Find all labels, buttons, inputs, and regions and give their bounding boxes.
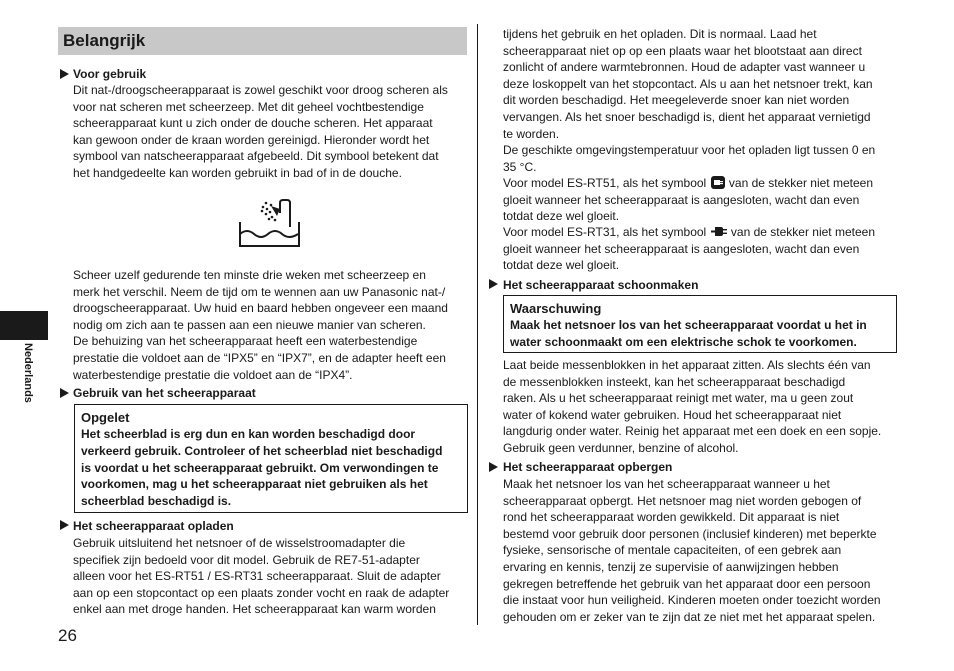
rt51-text-a: Voor model ES-RT51, als het symbool	[503, 176, 707, 190]
side-tab-label: Nederlands	[22, 343, 34, 403]
rt31-line	[503, 224, 875, 241]
opbergen-text: Maak het netsnoer los van het scheerapparaat wanneer u het scheerapparaat opbergt. Het netsnoer mag niet worden gebogen of rond het scheerapparaat worden gewikkeld. Dit apparaat is niet bestemd voor gebruik door personen (inclusief kinderen) met beperkte fysieke, sensorische of mentale capaciteiten, of een gebrek aan ervaring en kennis, tenzij ze supervisie of aanwijzingen hebben gekregen betreffende het gebruik van het apparaat door een persoon die instaat voor hun veiligheid. Kinderen moeten onder toezicht worden gehouden om er zeker van te zijn dat ze niet met het apparaat spelen.	[503, 477, 881, 624]
rt31-rest: gloeit wanneer het scheerapparaat is aangesloten, wacht dan even totdat deze wel gloeit.	[503, 241, 860, 273]
plug-icon-rt51	[711, 176, 725, 189]
rt31-text-b: van de stekker niet meteen	[730, 225, 875, 239]
opladen-text: Gebruik uitsluitend het netsnoer of de wisselstroomadapter die specifiek zijn bedoeld voor dit model. Gebruik de RE7-51-adapter alleen voor het ES-RT51 / ES-RT31 scheerapparaat. Sluit de adapter aan op een stopcontact op een plaats zonder vocht en raak de adapter enkel aan met droge handen. Het scheerapparaat kan warm worden	[73, 536, 450, 617]
heading-schoonmaken: Het scheerapparaat schoonmaken	[503, 278, 699, 292]
heading-opladen: Het scheerapparaat opladen	[73, 519, 234, 533]
page-number: 26	[58, 626, 77, 645]
heading-opbergen: Het scheerapparaat opbergen	[503, 460, 673, 474]
voor-gebruik-text-2: Scheer uzelf gedurende ten minste drie weken met scheerzeep en merk het verschil. Neem de tijd om te wennen aan uw Panasonic nat-/ droogscheerapparaat. Uw huid en baard hebben ongeveer een maand nodig om zich aan te passen aan een nieuwe manier van scheren. De behuizing van het scheerapparaat heeft een waterbestendige prestatie die voldoet aan de “IPX5” en “IPX7”, en de adapter heeft een waterbestendige prestatie die voldoet aan de “IPX4”.	[73, 268, 448, 382]
column-divider	[477, 24, 478, 625]
plug-icon-rt31	[711, 225, 727, 236]
heading-gebruik: Gebruik van het scheerapparaat	[73, 386, 256, 400]
bullet-triangle	[60, 520, 69, 530]
shower-bath-icon	[236, 197, 302, 249]
bullet-triangle	[60, 69, 69, 79]
bullet-triangle	[489, 462, 498, 472]
rt31-text-a: Voor model ES-RT31, als het symbool	[503, 225, 707, 239]
section-title: Belangrijk	[63, 31, 146, 50]
rt51-line	[503, 175, 873, 192]
caution-title: Opgelet	[81, 410, 130, 425]
warning-text: Maak het netsnoer los van het scheerapparaat voordat u het in water schoonmaakt om een elektrische schok te voorkomen.	[510, 318, 867, 349]
side-tab	[0, 311, 48, 340]
warning-box	[503, 295, 897, 353]
voor-gebruik-text: Dit nat-/droogscheerapparaat is zowel geschikt voor droog scheren als voor nat scheren met scheerzeep. Met dit geheel vochtbestendige scheerapparaat kunt u zich onder de douche scheren. Het apparaat kan gewoon onder de kraan worden gereinigd. Hieronder wordt het symbool van natscheerapparaat afgebeeld. Dit symbool betekent dat het handgedeelte kan worden gebruikt in bad of in de douche.	[73, 83, 448, 180]
warning-title: Waarschuwing	[510, 301, 602, 316]
opladen-continued-text: tijdens het gebruik en het opladen. Dit is normaal. Laad het scheerapparaat niet op op een plaats waar het blootstaat aan direct zonlicht of andere warmtebronnen. Houd de adapter vast wanneer u deze loskoppelt van het stopcontact. Als u aan het netsnoer trekt, kan dit worden beschadigd. Het meegeleverde snoer kan niet worden vervangen. Als het snoer beschadigd is, dient het apparaat vernietigd te worden. De geschikte omgevingstemperatuur voor het opladen ligt tussen 0 en 35 °C.	[503, 27, 876, 174]
section-title-bar	[58, 27, 467, 55]
caution-text: Het scheerblad is erg dun en kan worden beschadigd door verkeerd gebruik. Controleer of het scheerblad niet beschadigd is voordat u het scheerapparaat gebruikt. Om verwondingen te voorkomen, mag u het scheerapparaat niet gebruiken als het scheerblad beschadigd is.	[81, 427, 443, 509]
heading-voor-gebruik: Voor gebruik	[73, 67, 147, 81]
schoonmaken-text: Laat beide messenblokken in het apparaat zitten. Als slechts één van de messenblokken insteekt, kan het scheerapparaat beschadigd raken. Als u het scheerapparaat reinigt met water, ma u geen zout water of kokend water gebruiken. Houd het scheerapparaat niet langdurig onder water. Reinig het apparaat met een doek en een sopje. Gebruik geen verdunner, benzine of alcohol.	[503, 358, 882, 455]
rt51-rest: gloeit wanneer het scheerapparaat is aangesloten, wacht dan even totdat deze wel gloeit.	[503, 192, 860, 224]
bullet-triangle	[489, 279, 498, 289]
caution-box	[74, 404, 468, 513]
bullet-triangle	[60, 388, 69, 398]
rt51-text-b: van de stekker niet meteen	[728, 176, 873, 190]
